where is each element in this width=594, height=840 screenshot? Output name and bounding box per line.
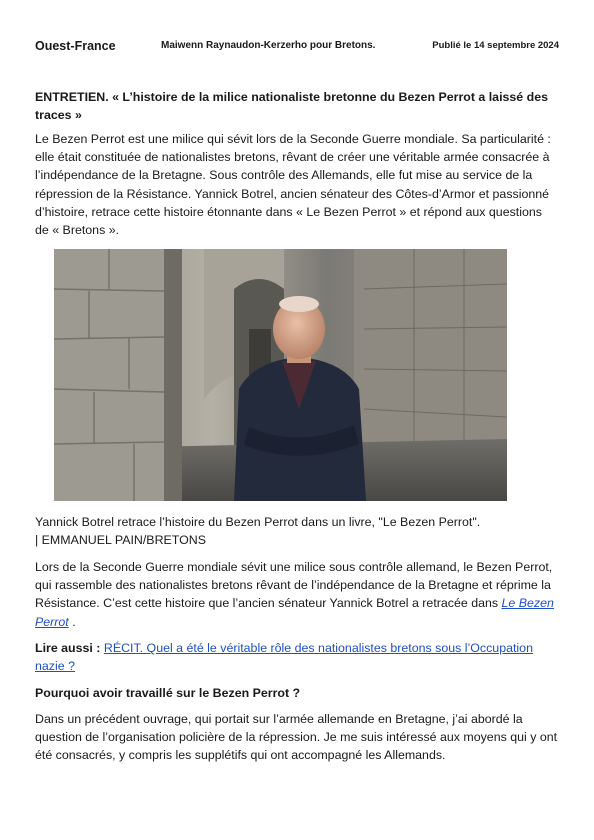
publish-date: Publié le 14 septembre 2024 <box>432 40 559 51</box>
question-heading: Pourquoi avoir travaillé sur le Bezen Perrot ? <box>35 686 301 700</box>
article-photo <box>54 249 507 501</box>
intro-paragraph: Le Bezen Perrot est une milice qui sévit lors de la Seconde Guerre mondiale. Sa particularité : elle était constituée de nationalistes bretons, rêvant de créer une véritable armée consacrée à l’indépendance de la Bretagne. Sous contrôle des Allemands, elle fut mise au service de la répression de la Résistance. Yannick Botrel, ancien sénateur des Côtes-d’Armor et passionné d’histoire, retrace cette histoire étonnante dans « Le Bezen Perrot » et répond aux questions de « Bretons ». <box>35 132 551 238</box>
caption-text: Yannick Botrel retrace l’histoire du Bezen Perrot dans un livre, "Le Bezen Perrot". <box>35 515 481 529</box>
paragraph-2-text: Lors de la Seconde Guerre mondiale sévit une milice sous contrôle allemand, le Bezen Perrot, qui rassemble des nationalistes bretons rêvant de l’indépendance de la Bretagne et réprime la Résistance. C’est cette histoire que l’ancien sénateur Yannick Botrel a retracée dans <box>35 560 553 611</box>
photo-credit: | EMMANUEL PAIN/BRETONS <box>35 533 206 548</box>
source-name: Ouest-France <box>35 39 116 53</box>
paragraph-2-end: . <box>68 614 76 629</box>
read-also <box>35 639 559 675</box>
book-link[interactable]: Le Bezen Perrot <box>35 596 554 629</box>
article-title: ENTRETIEN. « L’histoire de la milice nationaliste bretonne du Bezen Perrot a laissé des traces » <box>35 90 548 123</box>
author-line: Maiwenn Raynaudon-Kerzerho pour Bretons. <box>161 40 376 51</box>
answer-paragraph: Dans un précédent ouvrage, qui portait sur l’armée allemande en Bretagne, j’ai abordé la question de l’organisation policière de la répression. Je me suis intéressé aux moyens qui y ont été consacrés, y compris les supplétifs qui ont accompagné les Allemands. <box>35 712 558 763</box>
document-header <box>35 39 559 55</box>
paragraph-2 <box>35 558 559 631</box>
read-also-label: Lire aussi : <box>35 641 104 655</box>
read-also-link[interactable]: RÉCIT. Quel a été le véritable rôle des nationalistes bretons sous l’Occupation nazie ? <box>35 641 533 674</box>
photo-caption <box>35 513 559 549</box>
